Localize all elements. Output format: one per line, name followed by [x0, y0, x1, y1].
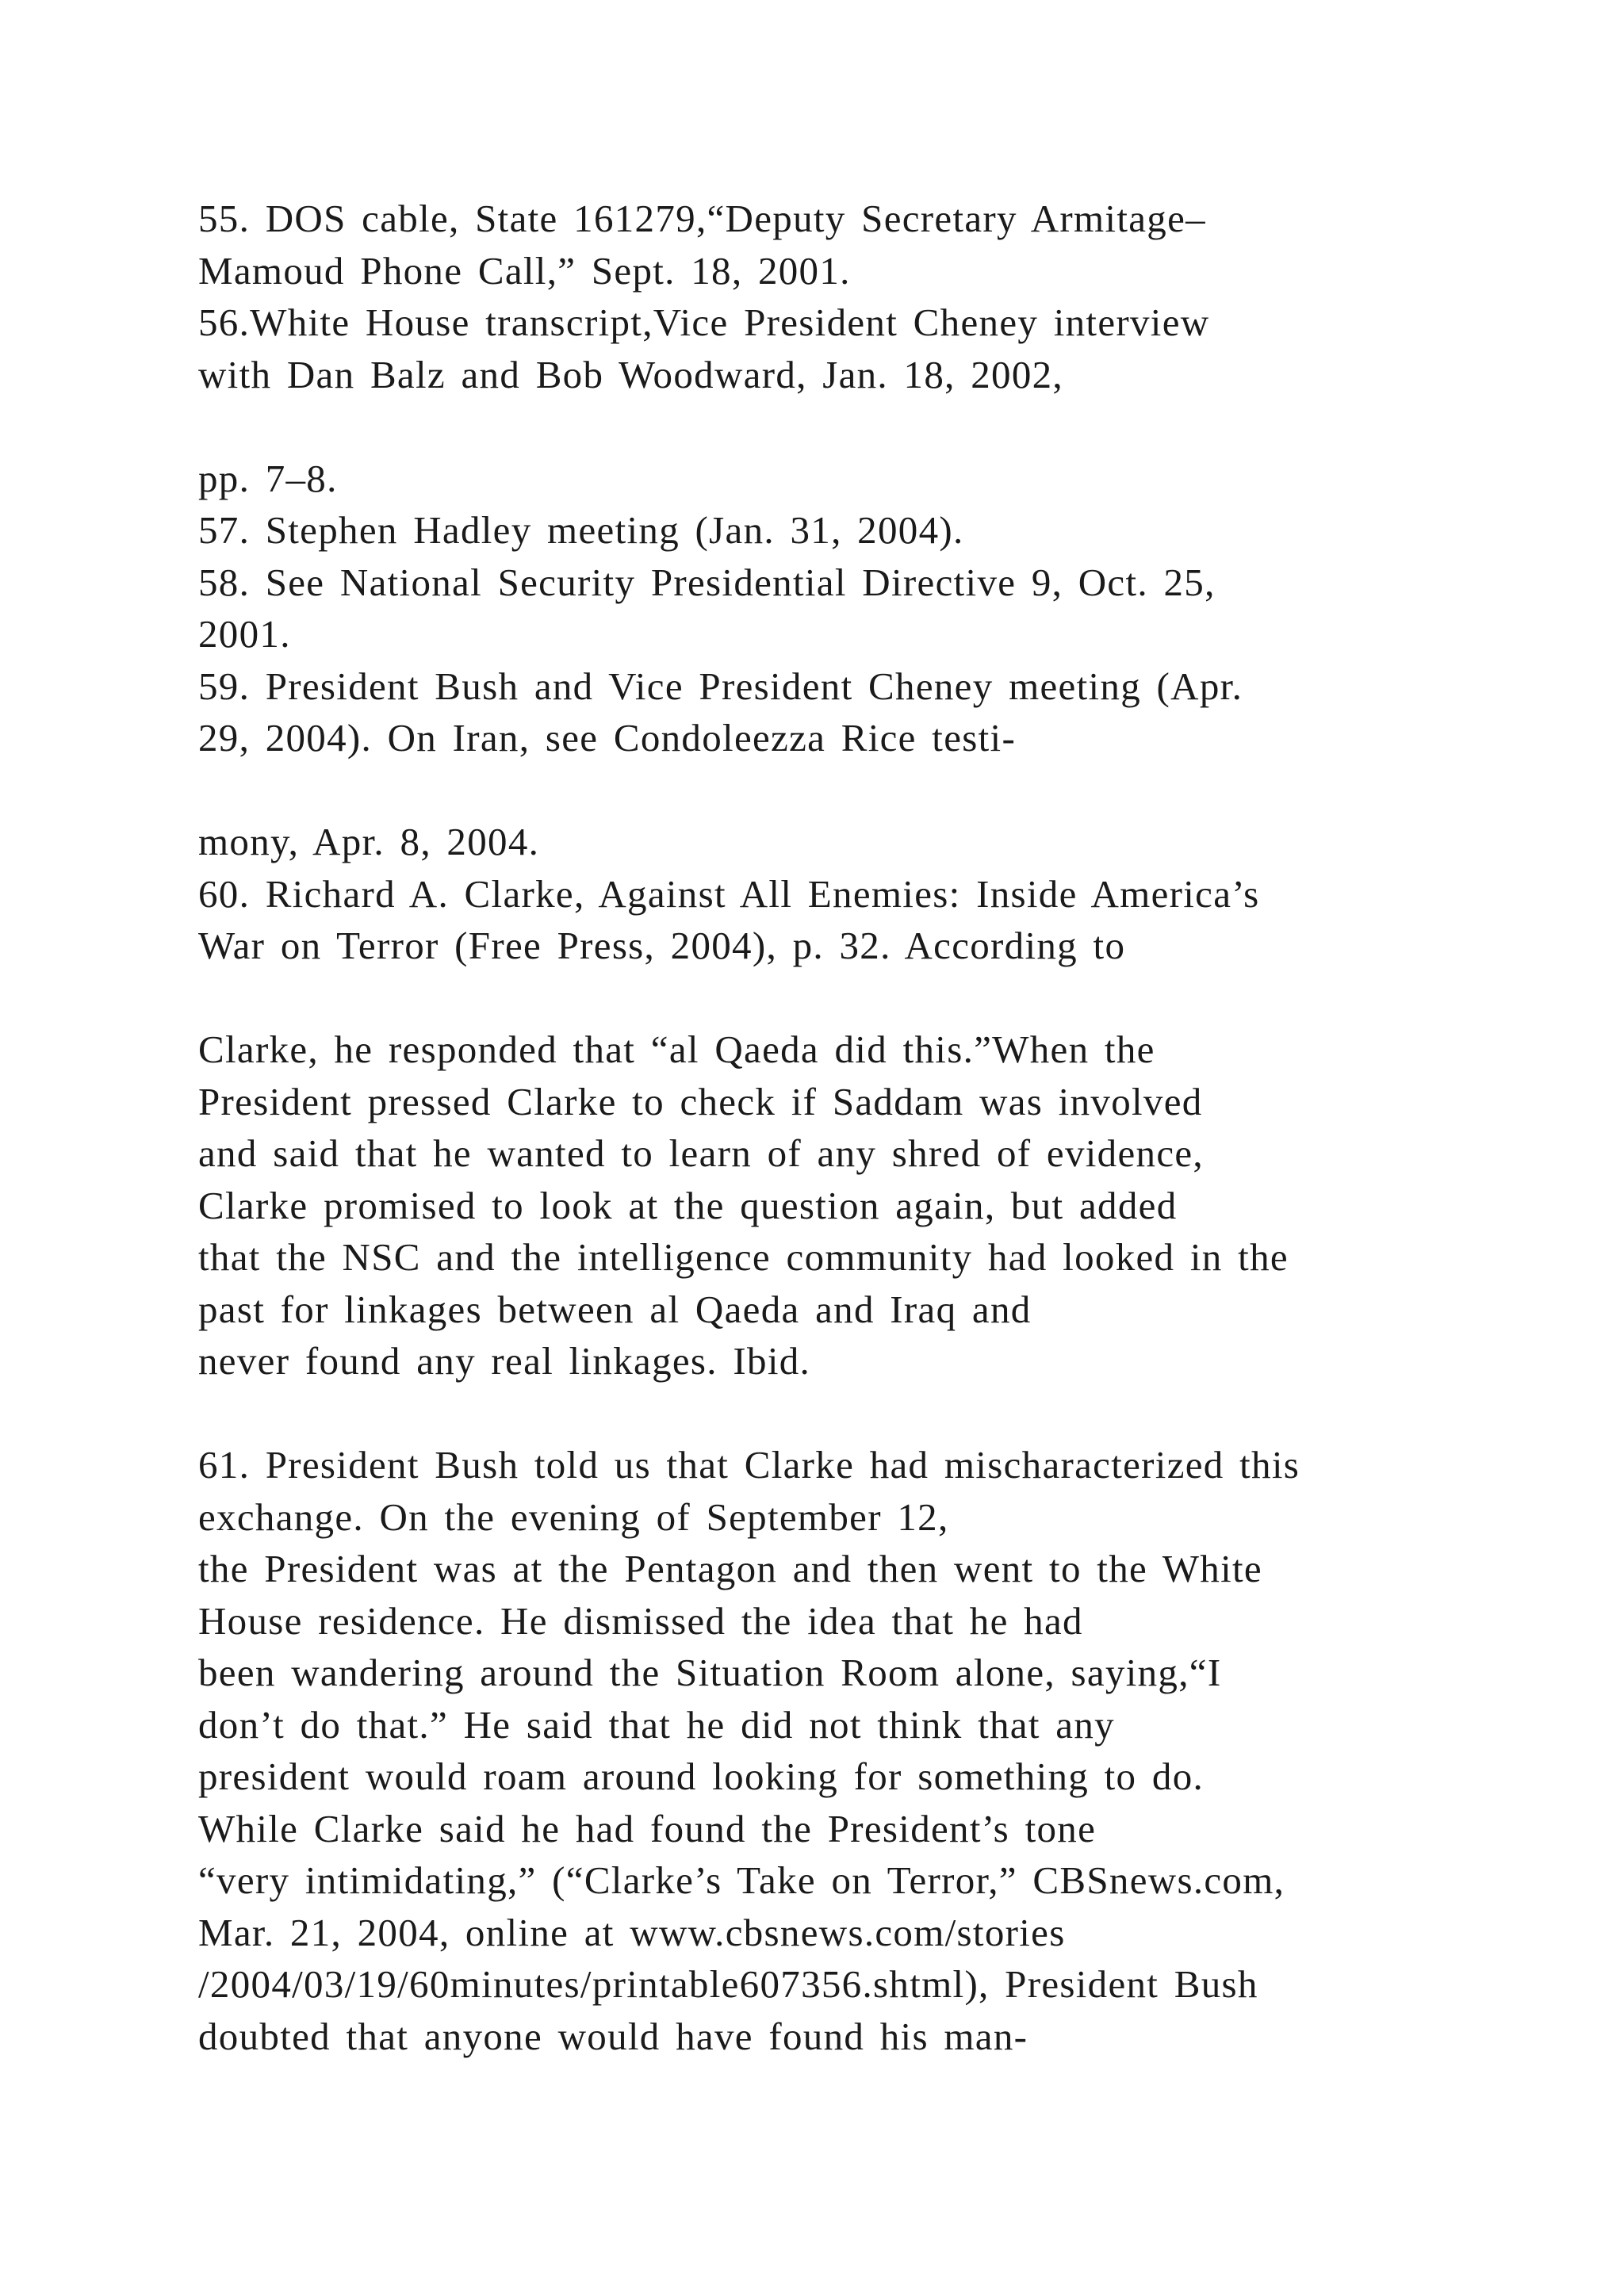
text-line: War on Terror (Free Press, 2004), p. 32. According to: [198, 924, 1126, 967]
text-line: 56.White House transcript,Vice President Cheney interview: [198, 300, 1210, 344]
text-line: Clarke, he responded that “al Qaeda did this.”When the: [198, 1027, 1155, 1071]
text-line: president would roam around looking for something to do.: [198, 1755, 1205, 1798]
text-line: been wandering around the Situation Room alone, saying,“I: [198, 1651, 1222, 1694]
text-line: 55. DOS cable, State 161279,“Deputy Secretary Armitage–: [198, 197, 1206, 240]
text-line: and said that he wanted to learn of any shred of evidence,: [198, 1131, 1204, 1175]
footnotes-text: [198, 193, 1507, 2062]
text-line: pp. 7–8.: [198, 456, 338, 500]
text-line: House residence. He dismissed the idea that he had: [198, 1598, 1083, 1643]
text-line: President pressed Clarke to check if Saddam was involved: [198, 1079, 1203, 1123]
blank-line: [198, 972, 1507, 1024]
text-line: mony, Apr. 8, 2004.: [198, 820, 540, 863]
text-line: Clarke promised to look at the question again, but added: [198, 1183, 1178, 1227]
text-line: with Dan Balz and Bob Woodward, Jan. 18, 2002,: [198, 352, 1063, 396]
text-line: /2004/03/19/60minutes/printable607356.shtml), President Bush: [198, 1962, 1258, 2006]
text-line: doubted that anyone would have found his man-: [198, 2014, 1028, 2058]
blank-line: [198, 1387, 1507, 1440]
blank-line: [198, 764, 1507, 817]
text-line: don’t do that.” He said that he did not think that any: [198, 1702, 1115, 1747]
text-line: Mamoud Phone Call,” Sept. 18, 2001.: [198, 248, 851, 293]
text-line: 2001.: [198, 612, 291, 656]
text-line: “very intimidating,” (“Clarke’s Take on Terror,” CBSnews.com,: [198, 1858, 1285, 1902]
text-line: past for linkages between al Qaeda and Iraq and: [198, 1287, 1032, 1331]
text-line: 58. See National Security Presidential Directive 9, Oct. 25,: [198, 560, 1216, 604]
text-line: never found any real linkages. Ibid.: [198, 1339, 811, 1383]
text-line: While Clarke said he had found the President’s tone: [198, 1806, 1097, 1850]
text-line: Mar. 21, 2004, online at www.cbsnews.com/stories: [198, 1910, 1066, 1954]
text-line: 59. President Bush and Vice President Cheney meeting (Apr.: [198, 664, 1243, 708]
text-line: that the NSC and the intelligence community had looked in the: [198, 1235, 1289, 1279]
text-line: exchange. On the evening of September 12,: [198, 1494, 949, 1539]
text-line: 61. President Bush told us that Clarke had mischaracterized this: [198, 1443, 1300, 1487]
text-line: 57. Stephen Hadley meeting (Jan. 31, 2004).: [198, 508, 964, 552]
text-line: the President was at the Pentagon and then went to the White: [198, 1547, 1262, 1590]
text-line: 29, 2004). On Iran, see Condoleezza Rice testi-: [198, 716, 1017, 760]
blank-line: [198, 400, 1507, 453]
text-line: 60. Richard A. Clarke, Against All Enemies: Inside America’s: [198, 871, 1260, 916]
